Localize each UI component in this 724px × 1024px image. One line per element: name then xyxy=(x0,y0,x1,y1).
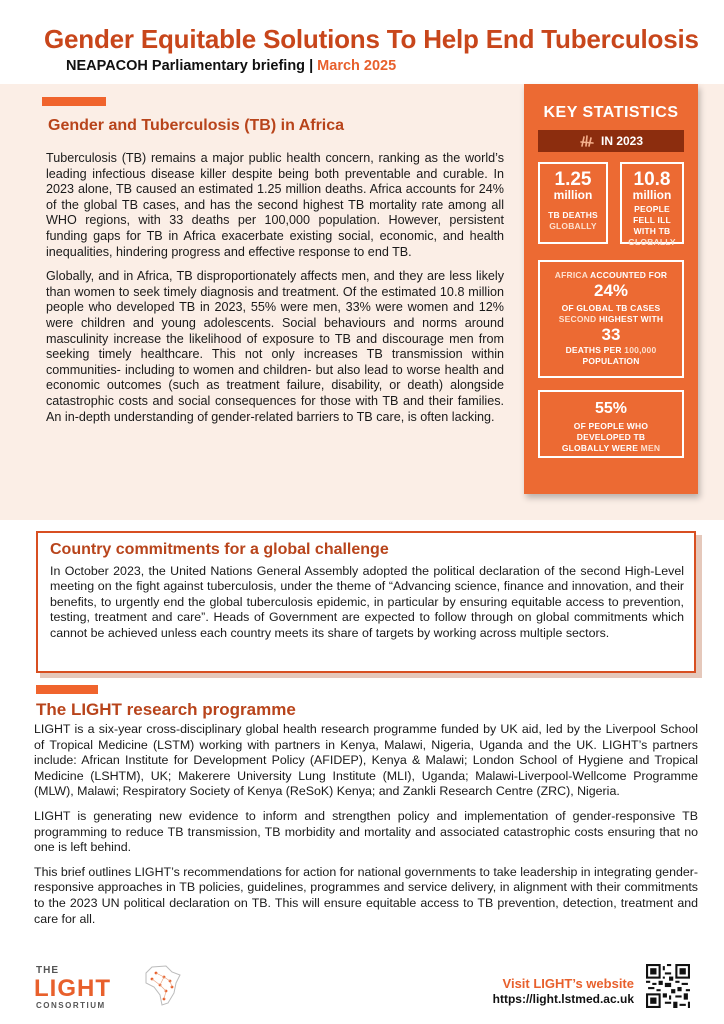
briefing-date: March 2025 xyxy=(317,58,397,74)
stat-africa-line2: OF GLOBAL TB CASES xyxy=(561,303,661,313)
section3-paragraph-2: LIGHT is generating new evidence to inform and strengthen policy and implementation of gender-responsive TB programming to reduce TB transmission, TB morbidity and mortality and associated catastrophic costs ensuring that no one is left behind. xyxy=(34,808,698,855)
stat-deaths-value: 1.25 xyxy=(554,169,592,190)
stat-men-line3b: MEN xyxy=(640,443,661,453)
key-statistics-panel xyxy=(524,84,698,494)
stat-africa-line3b: HIGHEST WITH xyxy=(598,314,664,324)
year-label: IN 2023 xyxy=(600,134,644,148)
section3-paragraph-3: This brief outlines LIGHT’s recommendations for action for national governments to take leadership in integrating gender-responsive approaches in TB policies, guidelines, programmes and service delivery, in alignment with their commitments to the 2023 UN political declaration on TB. This will ensure equitable access to TB prevention, detection, treatment and care for all. xyxy=(34,864,698,926)
stat-africa-line1a: AFRICA xyxy=(554,270,588,280)
commitments-text: In October 2023, the United Nations General Assembly adopted the political declaration of the second High-Level meeting on the fight against tuberculosis, under the theme of “Advancing science, finance and innovation, and their benefits, to urgently end the global tuberculosis epidemic, in particular by ensuring equitable access to prevention, testing, treatment and care”. Heads of Government are expected to follow through on global commitments which cannot be achieved unless each country meets its share of targets by working across multiple sectors. xyxy=(50,564,684,640)
stat-men-pct: 55% xyxy=(594,400,628,417)
website-link[interactable]: https://light.lstmed.ac.uk xyxy=(492,992,634,1006)
briefing-label: NEAPACOH Parliamentary briefing xyxy=(66,58,306,74)
section1-paragraph-2: Globally, and in Africa, TB disproportionately affects men, and they are less likely than women to seek timely diagnosis and treatment. Of the estimated 10.8 million people who developed TB in 2023, 55% were men, 33% were women and 12% were children and young adolescents. Social behaviours and norms around masculinity increase the likelihood of exposure to TB and discourage men from seeking timely healthcare. This not only increases TB transmission within communities- including to women and children- but also lead to worse health and economic outcomes (such as treatment failure, disability, or death) alongside catastrophic costs and social consequences for those with TB and their families. An in-depth understanding of gender-related barriers to TB care, is often lacking. xyxy=(46,269,504,424)
stat-ill-unit: million xyxy=(632,188,672,202)
section-heading-commitments: Country commitments for a global challenge xyxy=(50,541,389,558)
stat-deaths-label-2: GLOBALLY xyxy=(549,221,597,231)
stat-ill-label-4: GLOBALLY xyxy=(628,237,676,247)
stat-ill-value: 10.8 xyxy=(633,169,671,190)
section-accent-bar xyxy=(42,97,106,106)
logo-light: LIGHT xyxy=(34,975,111,1002)
section-heading-gender-tb: Gender and Tuberculosis (TB) in Africa xyxy=(48,117,345,134)
stat-africa-num: 33 xyxy=(601,325,621,344)
qr-code-icon[interactable] xyxy=(646,964,690,1008)
stat-ill-label-2: FELL ILL xyxy=(633,215,671,225)
stat-africa-line3a: SECOND xyxy=(558,314,597,324)
stat-africa xyxy=(538,260,684,378)
stat-africa-line4b: 100,000 xyxy=(624,345,657,355)
stat-ill-label-3: WITH TB xyxy=(633,226,671,236)
stat-deaths-label-1: TB DEATHS xyxy=(548,210,598,220)
stat-men-line3a: GLOBALLY WERE xyxy=(561,443,639,453)
section1-body xyxy=(46,151,504,434)
page-subtitle xyxy=(66,58,396,74)
page-title: Gender Equitable Solutions To Help End Tuberculosis xyxy=(44,24,699,54)
page-header xyxy=(0,0,724,84)
stat-tb-deaths xyxy=(538,162,608,244)
stat-men-line1: OF PEOPLE WHO xyxy=(573,421,649,431)
stat-africa-line5: POPULATION xyxy=(582,356,640,366)
section3-paragraph-1: LIGHT is a six-year cross-disciplinary global health research programme funded by UK aid, led by the Liverpool School of Tropical Medicine (LSTM) working with partners in Kenya, Malawi, Nigeria, Uganda and the UK. LIGHT’s partners include: African Institute for Development Policy (AFIDEP), Kenya & Malawi; London School of Hygiene and Tropical Medicine (LSHTM), UK; Makerere University Lung Institute (MLI), Uganda; Malawi-Liverpool-Wellcome Programme (MLW), Malawi; Respiratory Society of Kenya (ReSoK) Kenya; and Zankli Research Centre (ZRC), Nigeria. xyxy=(34,722,698,799)
stat-deaths-unit: million xyxy=(553,188,593,202)
logo-consortium: CONSORTIUM xyxy=(36,1001,106,1010)
section-accent-bar-light xyxy=(36,685,98,694)
commitments-box xyxy=(36,531,696,673)
section-heading-light: The LIGHT research programme xyxy=(36,700,296,719)
stat-africa-line1b: ACCOUNTED FOR xyxy=(590,270,668,280)
stat-africa-line4a: DEATHS PER xyxy=(565,345,622,355)
light-consortium-logo xyxy=(32,963,192,1011)
stat-ill-label-1: PEOPLE xyxy=(634,204,670,214)
africa-map-icon xyxy=(140,963,186,1009)
stat-men xyxy=(538,390,684,458)
key-statistics-title: KEY STATISTICS xyxy=(543,104,679,121)
logo-the: THE xyxy=(36,965,59,976)
section3-body xyxy=(34,722,698,936)
stat-fell-ill xyxy=(620,162,684,247)
subtitle-separator: | xyxy=(309,58,314,74)
visit-website-label: Visit LIGHT’s website xyxy=(502,976,634,991)
section1-paragraph-1: Tuberculosis (TB) remains a major public health concern, ranking as the world’s leading infectious disease killer despite being both preventable and curable. In 2023 alone, TB caused an estimated 1.25 million deaths. Africa accounts for 24% of the global TB cases, and has the second highest TB mortality rate among all WHO regions, with 33 deaths per 100,000 population. However, persistent funding gaps for TB in Africa exacerbate existing social, economic, and health inequalities, hindering progress and effective response to end TB. xyxy=(46,151,504,259)
stat-africa-pct: 24% xyxy=(593,281,629,300)
stat-men-line2: DEVELOPED TB xyxy=(576,432,646,442)
year-banner xyxy=(538,130,684,152)
bacteria-icon xyxy=(579,134,595,148)
